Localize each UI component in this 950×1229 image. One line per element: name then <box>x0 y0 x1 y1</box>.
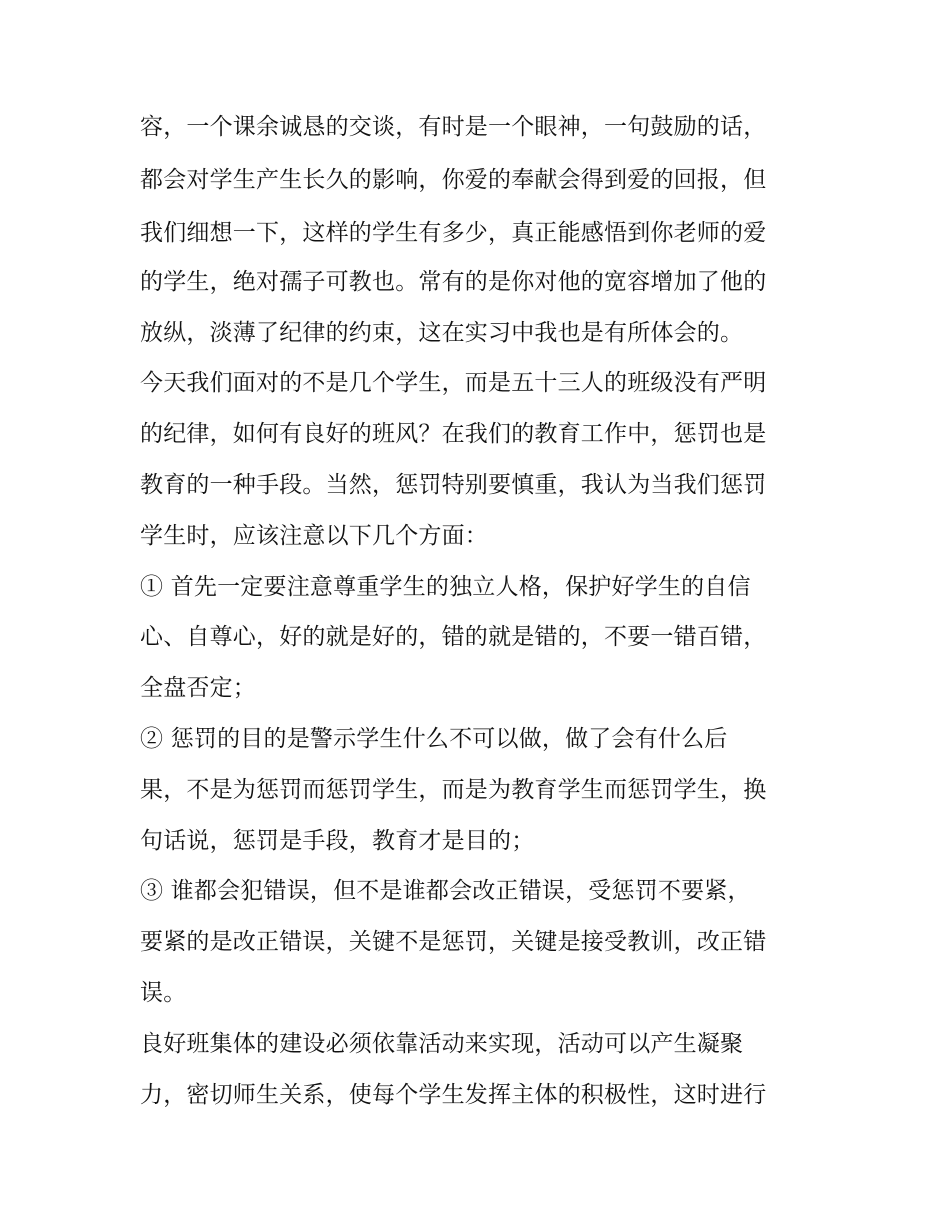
text-line: 都会对学生产生长久的影响，你爱的奉献会得到爱的回报，但 <box>140 167 767 193</box>
text-line: 放纵，淡薄了纪律的约束，这在实习中我也是有所体会的。 <box>140 320 744 346</box>
text-line: 学生时，应该注意以下几个方面： <box>140 523 488 549</box>
text-line: 教育的一种手段。当然，惩罚特别要慎重，我认为当我们惩罚 <box>140 472 767 498</box>
text-line: ① 首先一定要注意尊重学生的独立人格，保护好学生的自信 <box>140 574 751 600</box>
text-line: 的学生，绝对孺子可教也。常有的是你对他的宽容增加了他的 <box>140 269 767 295</box>
text-line: 句话说，惩罚是手段，教育才是目的； <box>140 828 535 854</box>
text-line: 全盘否定； <box>140 675 256 701</box>
text-line: 误。 <box>140 980 187 1006</box>
text-line: 要紧的是改正错误，关键不是惩罚，关键是接受教训，改正错 <box>140 929 767 955</box>
text-line: 我们细想一下，这样的学生有多少，真正能感悟到你老师的爱 <box>140 220 767 246</box>
text-line: 心、自尊心，好的就是好的，错的就是错的，不要一错百错， <box>140 624 767 650</box>
text-line: ② 惩罚的目的是警示学生什么不可以做，做了会有什么后 <box>140 726 728 752</box>
text-line: 今天我们面对的不是几个学生，而是五十三人的班级没有严明 <box>140 370 767 396</box>
text-line: 力，密切师生关系，使每个学生发挥主体的积极性，这时进行 <box>140 1082 767 1108</box>
text-line: 良好班集体的建设必须依靠活动来实现，活动可以产生凝聚 <box>140 1031 744 1057</box>
text-line: ③ 谁都会犯错误，但不是谁都会改正错误，受惩罚不要紧， <box>140 878 751 904</box>
text-line: 容，一个课余诚恳的交谈，有时是一个眼神，一句鼓励的话， <box>140 114 767 140</box>
text-line: 果，不是为惩罚而惩罚学生，而是为教育学生而惩罚学生，换 <box>140 777 767 803</box>
text-line: 的纪律，如何有良好的班风？在我们的教育工作中，惩罚也是 <box>140 421 767 447</box>
